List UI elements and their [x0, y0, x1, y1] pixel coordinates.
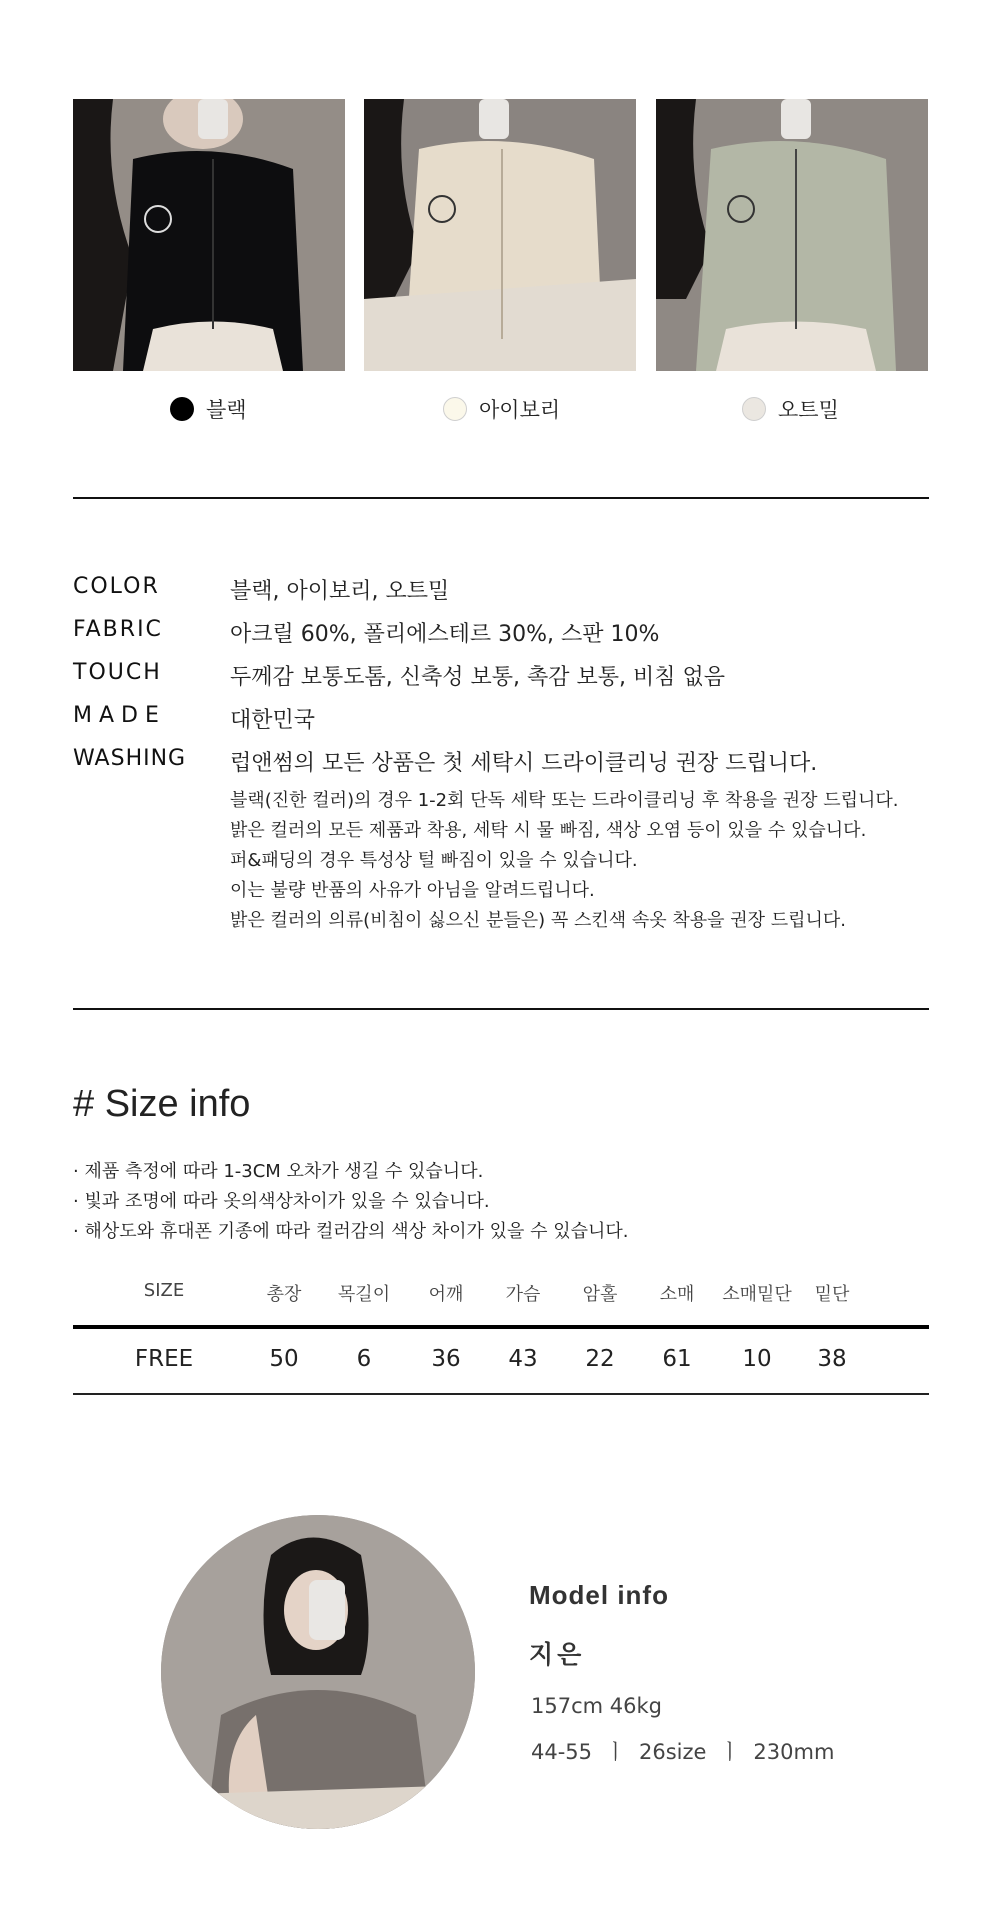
size-header: 암홀	[582, 1284, 618, 1305]
color-option-ivory[interactable]	[443, 395, 560, 423]
size-cell: 22	[585, 1346, 615, 1372]
spec-key: MADE	[73, 703, 166, 728]
table-header-rule	[73, 1325, 929, 1329]
divider	[73, 1008, 929, 1010]
spec-value: 아크릴 60%, 폴리에스테르 30%, 스판 10%	[230, 622, 660, 647]
size-header: 소매	[659, 1284, 695, 1305]
model-body: 157cm 46kg	[531, 1694, 662, 1718]
product-photo-oatmeal	[656, 99, 928, 371]
size-cell: 10	[742, 1346, 772, 1372]
size-cell: 36	[431, 1346, 461, 1372]
washing-note: 밝은 컬러의 모든 제품과 착용, 세탁 시 물 빠짐, 색상 오염 등이 있을 수 있습니다.	[230, 820, 867, 841]
washing-note: 이는 불량 반품의 사유가 아님을 알려드립니다.	[230, 880, 595, 901]
product-photo-ivory	[364, 99, 636, 371]
model-info-title: Model info	[529, 1580, 669, 1610]
oatmeal-swatch-icon	[742, 397, 766, 421]
size-header: 밑단	[814, 1284, 850, 1305]
size-note: · 빛과 조명에 따라 옷의색상차이가 있을 수 있습니다.	[73, 1191, 490, 1212]
model-sizes: 44-55 ㅣ 26size ㅣ 230mm	[531, 1740, 835, 1764]
size-note: · 해상도와 휴대폰 기종에 따라 컬러감의 색상 차이가 있을 수 있습니다.	[73, 1221, 629, 1242]
spec-key: COLOR	[73, 574, 160, 599]
table-bottom-rule	[73, 1393, 929, 1395]
size-cell: 43	[508, 1346, 538, 1372]
size-cell: FREE	[134, 1346, 194, 1372]
size-note: · 제품 측정에 따라 1-3CM 오차가 생길 수 있습니다.	[73, 1161, 484, 1182]
color-option-oatmeal[interactable]	[742, 395, 839, 423]
size-header: 소매밑단	[722, 1284, 792, 1305]
spec-value: 대한민국	[230, 708, 316, 733]
color-option-black[interactable]	[170, 395, 247, 423]
spec-key: FABRIC	[73, 617, 163, 642]
spec-key: WASHING	[73, 746, 187, 771]
product-photo-black	[73, 99, 345, 371]
size-header: 목길이	[337, 1284, 391, 1305]
size-header: 가슴	[505, 1284, 541, 1305]
black-swatch-icon	[170, 397, 194, 421]
color-label: 블랙	[206, 398, 247, 422]
size-cell: 50	[269, 1346, 299, 1372]
color-label: 오트밀	[778, 398, 839, 422]
spec-value: 블랙, 아이보리, 오트밀	[230, 579, 450, 604]
size-header: 총장	[266, 1284, 302, 1305]
spec-value: 럽앤썸의 모든 상품은 첫 세탁시 드라이클리닝 권장 드립니다.	[230, 751, 818, 776]
size-info-title: # Size info	[73, 1083, 251, 1125]
size-header: SIZE	[143, 1280, 185, 1301]
ivory-swatch-icon	[443, 397, 467, 421]
color-label: 아이보리	[479, 398, 561, 422]
size-header: 어깨	[428, 1284, 464, 1305]
spec-key: TOUCH	[73, 660, 162, 685]
washing-note: 블랙(진한 컬러)의 경우 1-2회 단독 세탁 또는 드라이클리닝 후 착용을 권장 드립니다.	[230, 790, 899, 811]
model-name: 지은	[529, 1640, 586, 1669]
washing-note: 퍼&패딩의 경우 특성상 털 빠짐이 있을 수 있습니다.	[230, 850, 638, 871]
model-photo	[161, 1515, 475, 1829]
divider	[73, 497, 929, 499]
washing-note: 밝은 컬러의 의류(비침이 싫으신 분들은) 꼭 스킨색 속옷 착용을 권장 드립니다.	[230, 910, 847, 931]
size-cell: 6	[356, 1346, 372, 1372]
size-cell: 38	[817, 1346, 847, 1372]
spec-value: 두께감 보통도톰, 신축성 보통, 촉감 보통, 비침 없음	[230, 665, 725, 690]
size-cell: 61	[662, 1346, 692, 1372]
